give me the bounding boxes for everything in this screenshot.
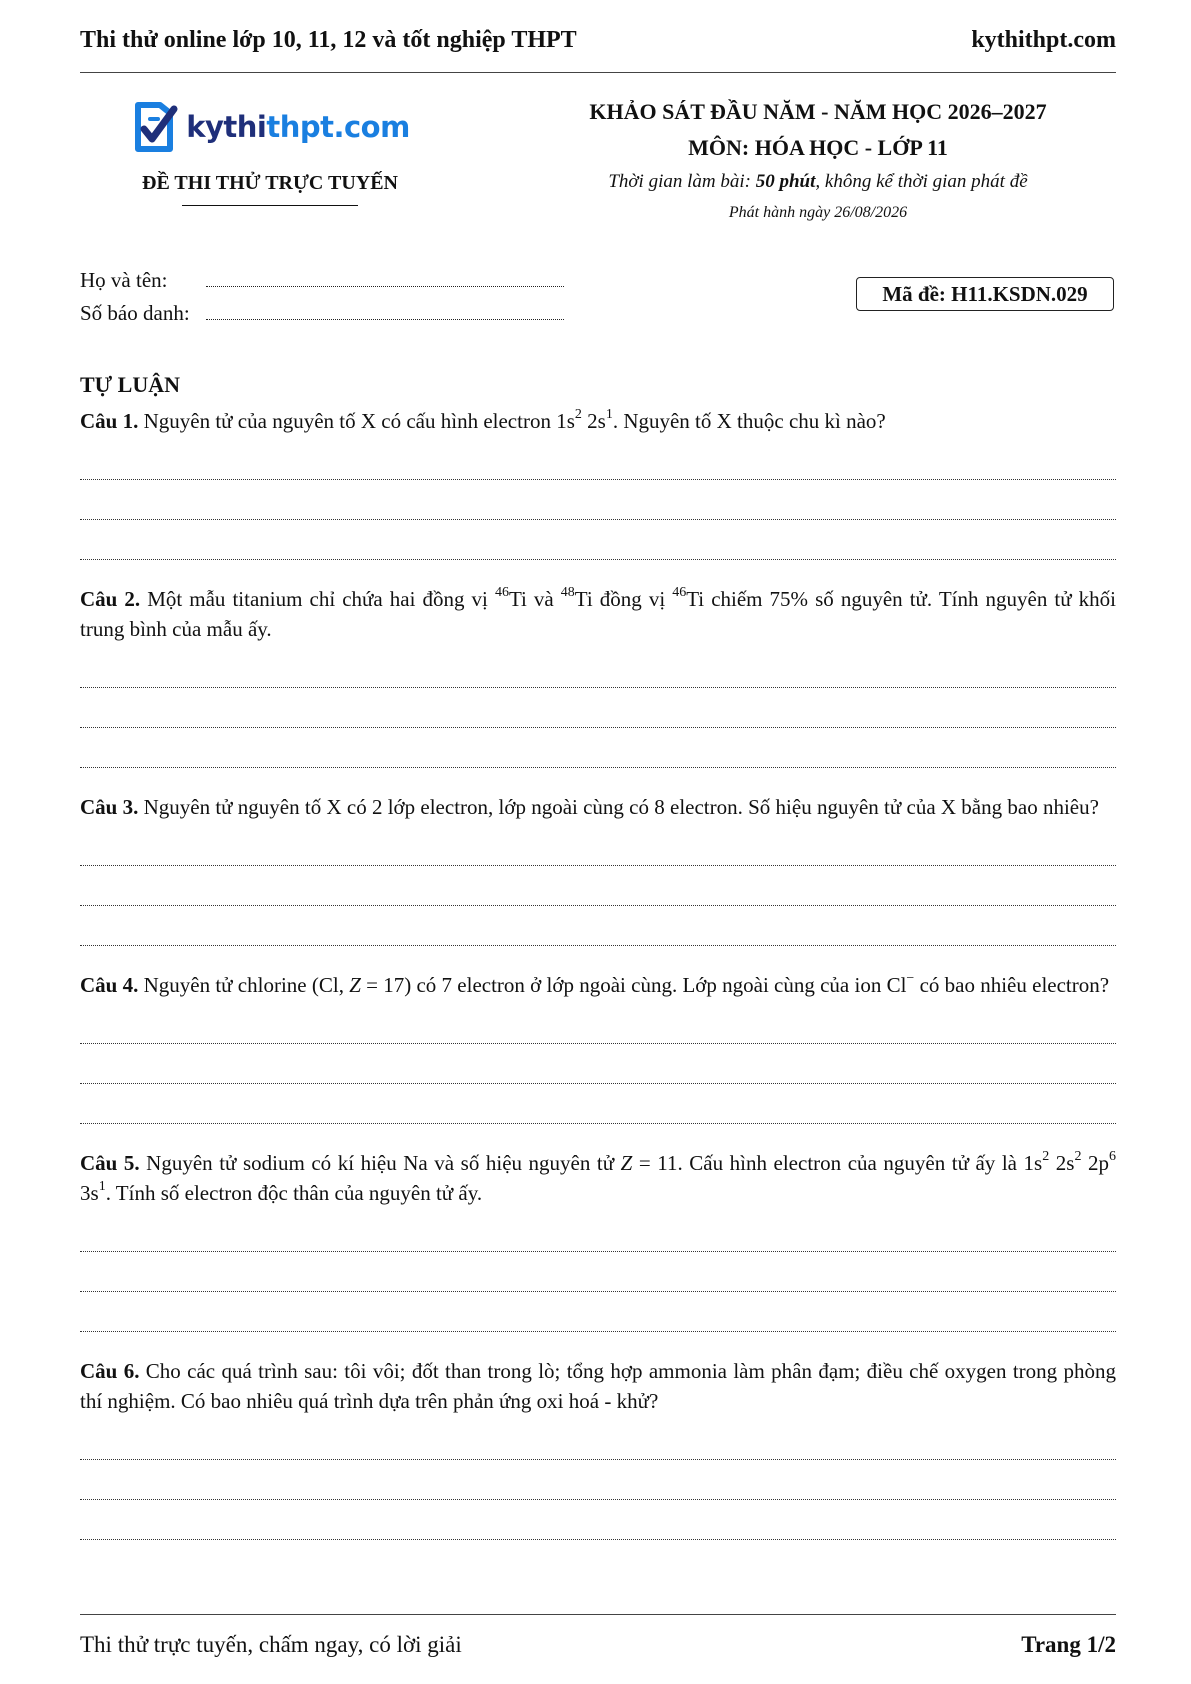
answer-line[interactable] xyxy=(80,1084,1116,1124)
question-3 xyxy=(80,792,1116,946)
answer-lines[interactable] xyxy=(80,648,1116,768)
question-text: Câu 1. Nguyên tử của nguyên tố X có cấu hình electron $1s^2$ $2s^1$. Nguyên tố X thuộc chu kì nào? xyxy=(80,407,886,433)
exam-page xyxy=(80,0,1116,1684)
footer-tagline: Thi thử trực tuyến, chấm ngay, có lời giải xyxy=(80,1632,462,1657)
section-title: TỰ LUẬN xyxy=(80,372,181,397)
answer-line[interactable] xyxy=(80,906,1116,946)
exam-release-date: Phát hành ngày 26/08/2026 xyxy=(728,204,908,221)
brand-block xyxy=(120,96,420,206)
answer-line[interactable] xyxy=(80,1212,1116,1252)
name-field[interactable] xyxy=(80,264,564,297)
answer-line[interactable] xyxy=(80,1292,1116,1332)
answer-lines[interactable] xyxy=(80,1420,1116,1540)
exam-title-block xyxy=(520,94,1116,228)
candidate-fields xyxy=(80,264,564,330)
question-text: Câu 4. Nguyên tử chlorine (Cl, Z = 17) có 7 electron ở lớp ngoài cùng. Lớp ngoài cùng của ion Cl− có bao nhiêu electron? xyxy=(80,971,1110,997)
question-4 xyxy=(80,970,1116,1124)
answer-line[interactable] xyxy=(80,1044,1116,1084)
exam-title: KHẢO SÁT ĐẦU NĂM - NĂM HỌC 2026–2027 xyxy=(589,99,1047,124)
answer-lines[interactable] xyxy=(80,1004,1116,1124)
header-left-text: Thi thử online lớp 10, 11, 12 và tốt nghiệp THPT xyxy=(80,26,577,53)
question-list xyxy=(80,406,1116,1540)
header-rule xyxy=(80,72,1116,73)
brand-subtitle: ĐỀ THI THỬ TRỰC TUYẾN xyxy=(142,172,398,194)
candidate-id-label: Số báo danh: xyxy=(80,301,190,325)
question-1 xyxy=(80,406,1116,560)
question-text: Câu 6. Cho các quá trình sau: tôi vôi; đốt than trong lò; tổng hợp ammonia làm phân đạm; điều chế oxygen trong phòng thí nghiệm. Có bao nhiêu quá trình dựa trên phản ứng oxi hoá - khử? xyxy=(80,1359,1116,1413)
answer-lines[interactable] xyxy=(80,440,1116,560)
name-blank[interactable] xyxy=(206,264,564,287)
running-header xyxy=(80,20,1116,60)
brand-underline xyxy=(182,205,358,206)
question-6 xyxy=(80,1356,1116,1540)
running-footer xyxy=(80,1632,1116,1658)
answer-line[interactable] xyxy=(80,520,1116,560)
answer-line[interactable] xyxy=(80,1004,1116,1044)
exam-code-badge: Mã đề: H11.KSDN.029 xyxy=(856,277,1114,311)
name-label: Họ và tên: xyxy=(80,268,168,292)
question-2 xyxy=(80,584,1116,768)
answer-line[interactable] xyxy=(80,1500,1116,1540)
answer-line[interactable] xyxy=(80,1420,1116,1460)
question-text: Câu 2. Một mẫu titanium chỉ chứa hai đồng vị $^{46}$Ti và $^{48}$Ti đồng vị $^{46}$Ti chiếm 75% số nguyên tử. Tính nguyên tử khối trung bình của mẫu ấy. xyxy=(80,585,1117,641)
answer-line[interactable] xyxy=(80,480,1116,520)
answer-line[interactable] xyxy=(80,688,1116,728)
brand-wordmark: kythithpt.com xyxy=(186,110,410,144)
answer-line[interactable] xyxy=(80,728,1116,768)
question-text: Câu 5. Nguyên tử sodium có kí hiệu Na và số hiệu nguyên tử Z = 11. Cấu hình electron của nguyên tử ấy là $1s^2$ $2s^2$ $2p^6$ $3s^1$. Tính số electron độc thân của nguyên tử ấy. xyxy=(80,1149,1116,1205)
answer-lines[interactable] xyxy=(80,1212,1116,1332)
page-number: Trang 1/2 xyxy=(1021,1632,1116,1657)
exam-subject: MÔN: HÓA HỌC - LỚP 11 xyxy=(688,135,948,160)
footer-rule xyxy=(80,1614,1116,1615)
brand-logo xyxy=(120,96,420,158)
candidate-id-blank[interactable] xyxy=(206,297,564,320)
candidate-id-field[interactable] xyxy=(80,297,564,330)
question-5 xyxy=(80,1148,1116,1332)
question-text: Câu 3. Nguyên tử nguyên tố X có 2 lớp electron, lớp ngoài cùng có 8 electron. Số hiệu nguyên tử của X bằng bao nhiêu? xyxy=(80,795,1099,819)
checkmark-pencil-icon xyxy=(130,99,180,155)
answer-lines[interactable] xyxy=(80,826,1116,946)
answer-line[interactable] xyxy=(80,1460,1116,1500)
answer-line[interactable] xyxy=(80,648,1116,688)
header-site-name: kythithpt.com xyxy=(971,26,1116,53)
answer-line[interactable] xyxy=(80,1252,1116,1292)
exam-duration: Thời gian làm bài: 50 phút, không kể thời gian phát đề xyxy=(608,171,1028,192)
answer-line[interactable] xyxy=(80,826,1116,866)
answer-line[interactable] xyxy=(80,440,1116,480)
answer-line[interactable] xyxy=(80,866,1116,906)
